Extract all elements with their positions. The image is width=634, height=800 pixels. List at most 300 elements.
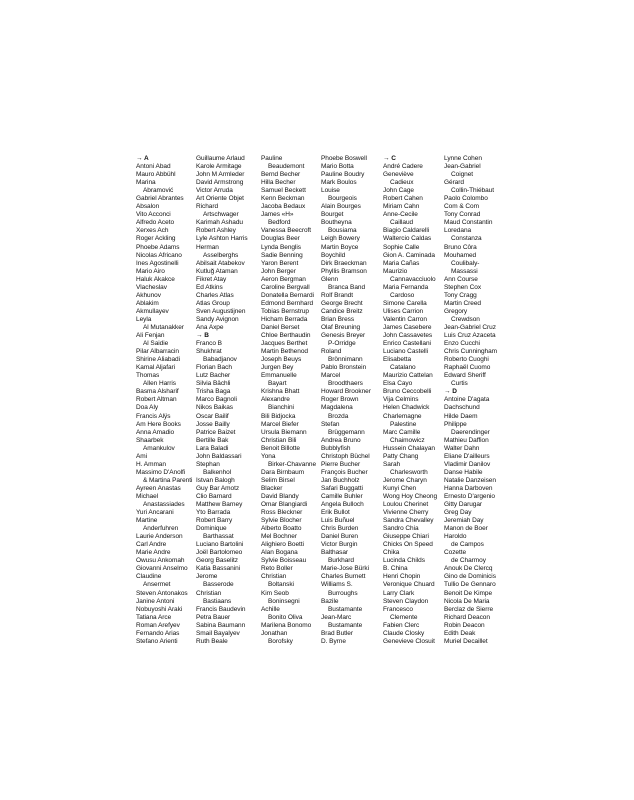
index-entry: Mouhamed [444, 251, 477, 259]
index-column-2 [196, 155, 248, 646]
index-entry: Bruno Ceccobelli [383, 388, 432, 396]
index-entry-continuation: Catalano [390, 364, 416, 372]
index-entry: Ali Fenjan [136, 332, 165, 340]
index-entry: Loulou Cherinet [383, 501, 429, 509]
index-entry: Sven Augustijnen [196, 307, 246, 315]
index-entry: Luis Cruz Azaceta [444, 332, 496, 340]
index-entry: Lutz Bacher [196, 372, 231, 380]
index-entry-continuation: Branca Band [328, 283, 366, 291]
index-entry: Jan Buchholz [321, 476, 360, 484]
index-entry: Chris Cunningham [444, 348, 498, 356]
index-entry: Blacker [261, 484, 283, 492]
index-entry: Andrea Bruno [321, 436, 361, 444]
index-entry-continuation: Artschwager [203, 211, 239, 219]
index-entry: Steven Antonakos [136, 589, 188, 597]
index-entry-continuation: Allen Harris [143, 380, 176, 388]
index-entry: Edward Sheriff [444, 372, 486, 380]
letter-heading: → C [383, 155, 396, 162]
index-entry: Christian [261, 573, 287, 581]
index-entry: Glenn [321, 275, 339, 283]
index-entry: Bazile [321, 597, 339, 605]
index-entry-continuation: Basserode [203, 581, 234, 589]
index-entry-continuation: Babadjanov [203, 356, 237, 364]
index-entry: Charlemagne [383, 412, 422, 420]
index-entry: Sandy Avignon [196, 315, 239, 323]
index-entry: Muriel Decaillet [444, 637, 488, 645]
index-entry: Ayreen Anastas [136, 484, 181, 492]
index-entry: Marco Bagnoli [196, 396, 237, 404]
index-entry: Ami [136, 452, 148, 460]
index-entry: Shukhrat [196, 348, 222, 356]
index-entry: Vlacheslav [136, 283, 167, 291]
index-entry: Steven Claydon [383, 597, 429, 605]
index-entry: Vito Acconci [136, 211, 171, 219]
index-entry: Daniel Buren [321, 533, 358, 541]
index-entry: Angela Bulloch [321, 501, 364, 509]
index-entry: Jerome [196, 573, 218, 581]
index-entry-continuation: Anderfuhren [143, 525, 179, 533]
index-entry-continuation: Brozda [328, 412, 349, 420]
index-entry: Benoit De Kimpe [444, 589, 493, 597]
index-entry: Jean-Gabriel Cruz [444, 323, 496, 331]
index-entry: Maria Cañas [383, 259, 420, 267]
index-column-6 [444, 155, 497, 646]
index-entry: Massimo D'Anolfi [136, 468, 186, 476]
index-entry: Louise [321, 187, 340, 195]
index-entry: Chris Burden [321, 525, 359, 533]
index-entry: James Casebere [383, 323, 432, 331]
index-entry: Katia Bassanini [196, 565, 241, 573]
index-entry: Robert Cahen [383, 195, 423, 203]
index-entry: Chika [383, 549, 400, 557]
index-entry-continuation: Abramović [143, 187, 174, 195]
index-entry: Dirk Braeckman [321, 259, 367, 267]
index-entry: Omar Blangiardi [261, 501, 308, 509]
index-entry: Abilsait Atabekov [196, 259, 245, 267]
index-entry: Achille [261, 605, 280, 613]
index-entry: Marc Camille [383, 428, 421, 436]
index-entry: Sylvie Blocher [261, 517, 302, 525]
index-entry-continuation: Asselberghs [203, 251, 239, 259]
index-entry: Philippe [444, 420, 467, 428]
index-entry: Martin Bethenod [261, 348, 308, 356]
index-entry: Owusu Ankomah [136, 557, 185, 565]
index-entry-continuation: Cardoso [390, 291, 415, 299]
index-entry-continuation: Bedford [268, 219, 291, 227]
index-entry: Gino de Dominicis [444, 573, 496, 581]
index-entry: Vanessa Beecroft [261, 227, 312, 235]
index-entry-continuation: Cadieux [390, 179, 414, 187]
letter-heading: → D [444, 388, 457, 396]
index-entry: Chicks On Speed [383, 541, 433, 549]
index-entry: Kamal Aljafari [136, 364, 176, 372]
index-entry: Alain Bourges [321, 203, 361, 211]
index-entry: Mario Botta [321, 163, 354, 171]
index-entry: Douglas Beer [261, 235, 300, 243]
index-entry: Williams S. [321, 581, 353, 589]
index-entry: Marina [136, 179, 156, 187]
index-entry: Bernd Becher [261, 171, 301, 179]
index-entry: Antoine D'agata [444, 396, 490, 404]
index-entry: Oscar Bailif [196, 412, 229, 420]
index-entry: Lara Baladi [196, 444, 229, 452]
index-entry: Alberto Boatto [261, 525, 302, 533]
index-entry-continuation: Burroughs [328, 589, 358, 597]
index-entry: Chloe Berthaudin [261, 332, 311, 340]
index-entry: Maria Fernanda [383, 283, 429, 291]
index-entry: Fabien Clerc [383, 621, 420, 629]
index-entry: Dachschund [444, 404, 480, 412]
index-entry-continuation: Beaudemont [268, 163, 305, 171]
index-entry: Sabina Baumann [196, 621, 246, 629]
index-entry: Enrico Castellani [383, 340, 431, 348]
index-entry: Danse Habile [444, 468, 483, 476]
index-entry-continuation: Amankulov [143, 444, 175, 452]
index-entry: Robin Deacon [444, 621, 485, 629]
index-entry: Ines Agostinelli [136, 259, 179, 267]
letter-heading: → A [136, 155, 149, 162]
index-entry: Howard Brookner [321, 388, 371, 396]
index-entry: Kenn Beckman [261, 195, 305, 203]
index-entry-continuation: Collin-Thiébaut [451, 187, 494, 195]
index-entry: Sandro Chia [383, 525, 419, 533]
index-entry: James «H» [261, 211, 294, 219]
index-entry: Jeremiah Day [444, 517, 484, 525]
index-entry: Waltercio Caldas [383, 235, 432, 243]
index-entry: Hanna Darboven [444, 484, 493, 492]
index-entry-continuation: Coulibaly- [451, 259, 480, 267]
index-entry: John Baldassari [196, 452, 242, 460]
index-entry: Marie Andre [136, 549, 171, 557]
index-entry: Ulises Carrion [383, 307, 424, 315]
index-entry: Michael [136, 492, 159, 500]
index-entry-continuation: Cannavacciuolo [390, 275, 436, 283]
index-entry: Luciano Castelli [383, 348, 429, 356]
index-entry: Tullio De Gennaro [444, 581, 496, 589]
index-column-1 [136, 155, 192, 646]
index-entry: Berclaz de Sierre [444, 605, 494, 613]
index-entry: Stefano Arienti [136, 637, 178, 645]
index-entry-continuation: Birker-Chavanne [268, 460, 317, 468]
index-entry: Fikret Atay [196, 275, 227, 283]
index-entry-continuation: Bustamante [328, 605, 363, 613]
index-entry: Jean-Gabriel [444, 163, 481, 171]
index-entry: Ablakim [136, 299, 159, 307]
index-entry: Leigh Bowery [321, 235, 360, 243]
index-entry: Luis Buñuel [321, 517, 355, 525]
index-entry: Anna Amadio [136, 428, 175, 436]
index-entry: Claude Closky [383, 629, 425, 637]
index-entry: Reto Boller [261, 565, 293, 573]
index-entry: Roland [321, 348, 342, 356]
index-entry: Ruth Beale [196, 637, 228, 645]
index-entry: Pilar Albarracin [136, 348, 179, 356]
index-entry: Walter Dahn [444, 444, 480, 452]
index-entry: Gabriel Abrantes [136, 195, 184, 203]
index-entry-continuation: Constanza [451, 235, 482, 243]
index-entry: Vladimir Danilov [444, 460, 491, 468]
index-entry: Haroldo [444, 533, 467, 541]
index-entry: Shirine Aliabadi [136, 356, 181, 364]
index-entry: Robert Barry [196, 517, 233, 525]
index-entry: Charles Burnett [321, 573, 366, 581]
index-entry: Martin Creed [444, 299, 481, 307]
index-entry: Stefan [321, 420, 340, 428]
index-entry: Magdalena [321, 404, 353, 412]
index-entry-continuation: Palestine [390, 420, 417, 428]
index-entry: Miriam Cahn [383, 203, 420, 211]
index-entry: Cozette [444, 549, 467, 557]
index-entry-continuation: Balkenhol [203, 468, 232, 476]
index-entry: Helen Chadwick [383, 404, 430, 412]
index-entry: Jacques Berthet [261, 340, 308, 348]
index-entry: Jonathan [261, 629, 288, 637]
index-entry-continuation: Borofsky [268, 637, 293, 645]
index-entry-continuation: & Martina Parenti [143, 476, 193, 484]
index-entry: Alexandre [261, 396, 290, 404]
index-entry: Trisha Baga [196, 388, 231, 396]
index-entry: Hilla Becher [261, 179, 296, 187]
index-entry: Shaarbek [136, 436, 164, 444]
index-entry: Christoph Büchel [321, 452, 370, 460]
index-entry: Kutluğ Ataman [196, 267, 238, 275]
index-entry: Donatella Bernardi [261, 291, 314, 299]
index-entry: Loredana [444, 227, 472, 235]
index-entry: Yto Barrada [196, 509, 231, 517]
index-entry: Lucinda Childs [383, 557, 425, 565]
index-entry: Pauline Boudry [321, 171, 365, 179]
index-entry: John Cassavetes [383, 332, 433, 340]
index-entry-continuation: Daerendinger [451, 428, 490, 436]
index-entry: Ursula Biemann [261, 428, 307, 436]
index-entry: Vija Celmins [383, 396, 419, 404]
index-entry: Enzo Cucchi [444, 340, 480, 348]
index-entry: Patty Chang [383, 452, 419, 460]
index-entry: Francis Alÿs [136, 412, 171, 420]
index-entry: Yaron Berent [261, 259, 299, 267]
index-entry: Tony Cragg [444, 291, 477, 299]
index-entry-continuation: Bousiama [328, 227, 357, 235]
index-entry: Franco B [196, 340, 222, 348]
index-entry: Florian Bach [196, 364, 232, 372]
index-entry: Guillaume Arlaud [196, 155, 245, 162]
index-entry: Greg Day [444, 509, 472, 517]
index-entry-continuation: Bonito Oliva [268, 613, 303, 621]
index-entry: Martin Boyce [321, 243, 359, 251]
index-entry: Maud Constantin [444, 219, 493, 227]
index-entry: Roman Arefyev [136, 621, 180, 629]
index-entry: Dominique [196, 525, 227, 533]
index-entry: Giovanni Anselmo [136, 565, 188, 573]
index-entry: Tony Conrad [444, 211, 481, 219]
index-entry: Francesco [383, 605, 413, 613]
index-entry: Eliane D'ailleurs [444, 452, 490, 460]
index-entry: Gregory [444, 307, 468, 315]
index-entry-continuation: de Campos [451, 541, 484, 549]
index-entry: Genesis Breyer [321, 332, 366, 340]
index-entry: Sandra Chevalley [383, 517, 434, 525]
index-entry: Raphaël Cuomo [444, 364, 491, 372]
index-entry: Atlas Group [196, 299, 230, 307]
index-entry: Marie-Jose Bürki [321, 565, 369, 573]
index-entry: Hilde Daem [444, 412, 478, 420]
index-entry-continuation: Crewdson [451, 315, 480, 323]
index-entry: Nicola De Maria [444, 597, 490, 605]
index-entry: Safari Buggatti [321, 484, 363, 492]
index-entry: Guy Bar Amotz [196, 484, 240, 492]
index-entry: Silvia Bächli [196, 380, 231, 388]
index-entry: Karimah Ashadu [196, 219, 243, 227]
index-entry: Janine Antoni [136, 597, 175, 605]
index-entry: Petra Bauer [196, 613, 231, 621]
index-entry: Veronique Chuard [383, 581, 435, 589]
index-entry: Xerxes Ach [136, 227, 169, 235]
index-entry: Emmanuelle [261, 372, 297, 380]
index-entry: Pablo Bronstein [321, 364, 367, 372]
index-entry-continuation: Anastassiades [143, 501, 185, 509]
index-entry: Pierre Bucher [321, 460, 361, 468]
index-entry: Anne-Cecile [383, 211, 418, 219]
index-entry: Claudine [136, 573, 162, 581]
index-entry: Robert Ashley [196, 227, 236, 235]
index-entry: D. Byrne [321, 637, 346, 645]
index-entry: Am Here Books [136, 420, 181, 428]
index-entry: Joseph Beuys [261, 356, 302, 364]
index-column-3 [261, 155, 316, 646]
index-entry-continuation: Al Mutanakker [143, 323, 184, 331]
index-entry: Mathieu Daffion [444, 436, 489, 444]
index-entry: Erik Bullot [321, 509, 350, 517]
index-entry: Aeron Bergman [261, 275, 306, 283]
index-entry: Genevieve Closuit [383, 637, 435, 645]
index-entry: John M Armleder [196, 171, 245, 179]
index-entry: George Brecht [321, 299, 363, 307]
index-column-5 [383, 155, 437, 646]
index-entry: Mark Boulos [321, 179, 357, 187]
index-entry: Bubblyfish [321, 444, 351, 452]
index-entry: Pauline [261, 155, 283, 162]
index-entry: Brad Butler [321, 629, 353, 637]
index-entry: Josse Bailly [196, 420, 230, 428]
index-entry-continuation: Charlesworth [390, 468, 428, 476]
index-entry: Giuseppe Chiari [383, 533, 429, 541]
index-entry-continuation: Bourgeois [328, 195, 357, 203]
index-entry: Valentin Carron [383, 315, 427, 323]
index-entry-continuation: Burkhard [328, 557, 354, 565]
index-entry: Geneviève [383, 171, 414, 179]
index-entry: Marilena Bonomo [261, 621, 312, 629]
index-entry: Christian Bili [261, 436, 297, 444]
index-entry-continuation: Massassi [451, 267, 478, 275]
index-entry: François Bucher [321, 468, 368, 476]
index-entry: Dara Birnbaum [261, 468, 305, 476]
index-entry: B. China [383, 565, 408, 573]
index-entry: Rolf Brandt [321, 291, 353, 299]
index-entry: Henri Chopin [383, 573, 421, 581]
index-entry: Christian [196, 589, 222, 597]
index-entry: Smail Bayalyev [196, 629, 240, 637]
index-entry: Jurgen Bey [261, 364, 294, 372]
index-entry: Akmullayev [136, 307, 169, 315]
index-entry: Balthasar [321, 549, 349, 557]
index-entry: Boutheyna [321, 219, 352, 227]
index-entry-continuation: Curtis [451, 380, 468, 388]
index-entry: Elisabetta [383, 356, 412, 364]
index-entry: Benoit Billotte [261, 444, 300, 452]
index-entry: Jacoba Bedaux [261, 203, 306, 211]
index-entry: Jerome Charyn [383, 476, 427, 484]
index-entry: Luciano Bartolini [196, 541, 244, 549]
index-entry: Anouk De Clercq [444, 565, 493, 573]
index-entry: Roberto Cuoghi [444, 356, 489, 364]
index-entry: Mario Airo [136, 267, 165, 275]
index-entry: Hicham Berrada [261, 315, 308, 323]
index-entry: Ed Atkins [196, 283, 223, 291]
index-entry: Doa Aly [136, 404, 159, 412]
index-entry: Gérard [444, 179, 464, 187]
index-entry: Sarah [383, 460, 401, 468]
index-entry: Richard [196, 203, 219, 211]
index-entry-continuation: Barthassat [203, 533, 234, 541]
index-entry: John Berger [261, 267, 296, 275]
index-entry: Patrice Baizet [196, 428, 236, 436]
index-entry: Wong Hoy Cheong [383, 492, 438, 500]
index-entry: Selim Birsel [261, 476, 295, 484]
index-entry: John Cage [383, 187, 414, 195]
index-entry: Kim Seob [261, 589, 289, 597]
index-entry: Herman [196, 243, 219, 251]
index-entry: Com & Com [444, 203, 479, 211]
index-entry-continuation: Ansermet [143, 581, 171, 589]
index-entry: Nicolas Africano [136, 251, 182, 259]
index-entry: Victor Burgin [321, 541, 358, 549]
index-entry: Sophie Calle [383, 243, 420, 251]
index-entry: Stephan [196, 460, 220, 468]
index-entry: Manon de Boer [444, 525, 488, 533]
index-entry-continuation: Brönnimann [328, 356, 363, 364]
index-entry: André Cadere [383, 163, 423, 171]
index-entry: Roger Brown [321, 396, 359, 404]
index-entry: Roger Ackling [136, 235, 176, 243]
index-column-4 [321, 155, 371, 646]
index-entry: Mauro Abbühl [136, 171, 176, 179]
index-entry: Phoebe Adams [136, 243, 180, 251]
index-entry-continuation: de Charmoy [451, 557, 486, 565]
index-entry: Ana Axpe [196, 323, 224, 331]
index-entry: Francis Baudevin [196, 605, 246, 613]
index-entry: Paolo Colombo [444, 195, 488, 203]
index-entry: Nikos Baikas [196, 404, 233, 412]
index-entry: Istvan Balogh [196, 476, 235, 484]
index-entry: Nobuyoshi Araki [136, 605, 183, 613]
index-entry: Alighiero Boetti [261, 541, 304, 549]
index-entry: Krishna Bhatt [261, 388, 300, 396]
index-entry: Tatiana Arce [136, 613, 172, 621]
index-entry: David Armstrong [196, 179, 244, 187]
index-entry-continuation: Bianchini [268, 404, 294, 412]
index-entry: Kunyi Chen [383, 484, 417, 492]
index-entry: Richard Deacon [444, 613, 490, 621]
index-entry-continuation: Clemente [390, 613, 418, 621]
index-entry: Ross Bleckner [261, 509, 303, 517]
index-entry: Marcel Biefer [261, 420, 299, 428]
index-entry-continuation: Brüggemann [328, 428, 365, 436]
index-entry-continuation: Al Saidie [143, 340, 169, 348]
index-entry: Ann Course [444, 275, 478, 283]
index-entry: Gion A. Caminada [383, 251, 435, 259]
index-entry-continuation: P-Orridge [328, 340, 356, 348]
index-entry-continuation: Coignet [451, 171, 474, 179]
